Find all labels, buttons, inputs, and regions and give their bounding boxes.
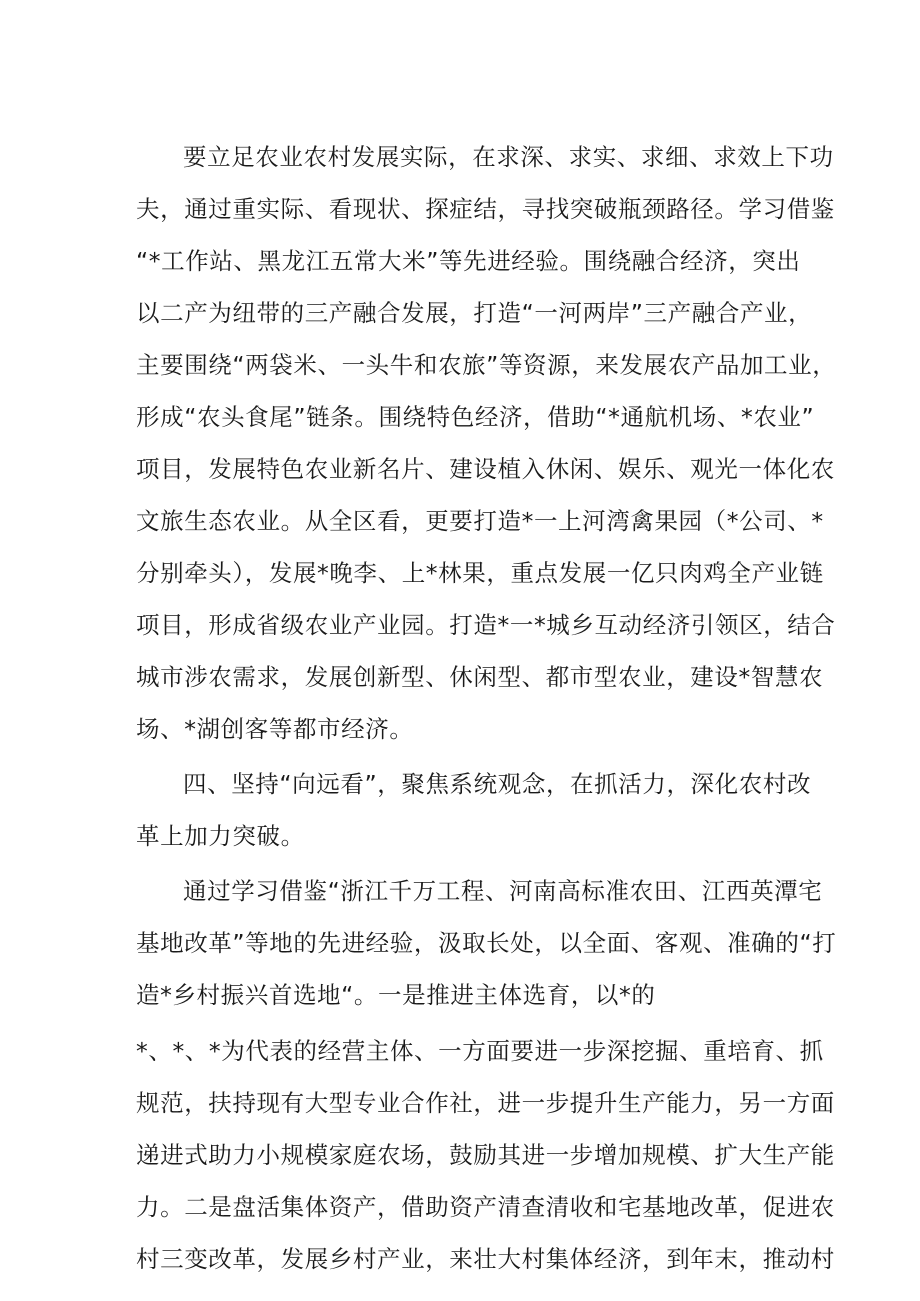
paragraph-4-line-2: 规范，扶持现有大型专业合作社，进一步提升生产能力，另一方面 — [136, 1089, 835, 1117]
paragraph-1-line-10: 项目，形成省级农业产业园。打造*一*城乡互动经济引领区，结合 — [136, 611, 836, 639]
paragraph-1-line-8: 文旅生态农业。从全区看，更要打造*一上河湾禽果园（*公司、* — [136, 507, 824, 535]
paragraph-1-line-1: 要立足农业农村发展实际，在求深、求实、求细、求效上下功 — [183, 143, 834, 171]
paragraph-1-line-12: 场、*湖创客等都市经济。 — [136, 715, 414, 743]
paragraph-1-line-2: 夫，通过重实际、看现状、探症结，寻找突破瓶颈路径。学习借鉴 — [136, 195, 835, 223]
paragraph-1-line-7: 项目，发展特色农业新名片、建设植入休闲、娱乐、观光一体化农 — [136, 455, 835, 483]
paragraph-1-line-6: 形成“农头食尾”链条。围绕特色经济，借助“*通航机场、*农业” — [136, 403, 815, 431]
paragraph-1-line-11: 城市涉农需求，发展创新型、休闲型、都市型农业，建设*智慧农 — [136, 663, 824, 691]
section-heading-line-2: 革上加力突破。 — [136, 822, 305, 850]
paragraph-4-line-3: 递进式助力小规模家庭农场，鼓励其进一步增加规模、扩大生产能 — [136, 1141, 835, 1169]
paragraph-3-line-1: 通过学习借鉴“浙江千万工程、河南高标准农田、江西英潭宅 — [183, 877, 823, 905]
paragraph-4-line-1: *、*、*为代表的经营主体、一方面要进一步深挖掘、重培育、抓 — [136, 1037, 824, 1065]
paragraph-4-line-4: 力。二是盘活集体资产，借助资产清查清收和宅基地改革，促进农 — [136, 1193, 835, 1221]
paragraph-1-line-9: 分别牵头），发展*晚李、上*林果，重点发展一亿只肉鸡全产业链 — [136, 559, 824, 587]
paragraph-1-line-5: 主要围绕“两袋米、一头牛和农旅”等资源，来发展农产品加工业， — [136, 351, 837, 379]
paragraph-1-line-3: “*工作站、黑龙江五常大米”等先进经验。围绕融合经济，突出 — [136, 247, 801, 275]
paragraph-3-line-3: 造*乡村振兴首选地“。一是推进主体选育，以*的 — [136, 981, 656, 1009]
paragraph-3-line-2: 基地改革”等地的先进经验，汲取长处，以全面、客观、准确的“打 — [136, 929, 837, 957]
section-heading-line-1: 四、坚持“向远看”，聚焦系统观念，在抓活力，深化农村改 — [183, 770, 812, 798]
paragraph-4-line-5: 村三变改革，发展乡村产业，来壮大村集体经济，到年末，推动村 — [136, 1245, 835, 1273]
paragraph-1-line-4: 以二产为纽带的三产融合发展，打造“一河两岸”三产融合产业， — [136, 299, 813, 327]
